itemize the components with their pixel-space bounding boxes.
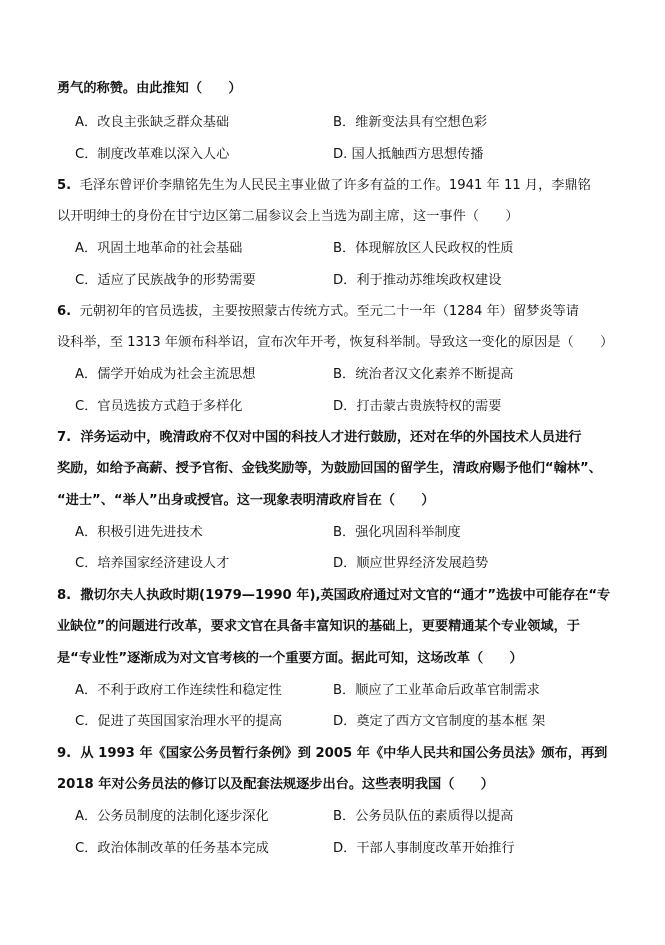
q7-option-b: B．强化巩固科举制度 <box>333 525 461 540</box>
question-9-line-2: 2018 年对公务员法的修订以及配套法规逐步出台。这些表明我国（ ） <box>57 777 494 792</box>
q9-option-d: D．干部人事制度改革开始推行 <box>333 841 515 856</box>
question-7-line-2: 奖励，如给予高薪、授予官衔、金钱奖励等，为鼓励回国的留学生，清政府赐予他们“翰林”、 <box>57 461 602 476</box>
q7-option-a: A．积极引进先进技术 <box>75 525 203 540</box>
question-number: 8. <box>57 588 72 603</box>
q5-option-a: A．巩固土地革命的社会基础 <box>75 241 243 256</box>
prev-option-a: A．改良主张缺乏群众基础 <box>75 115 230 130</box>
q6-option-a: A．儒学开始成为社会主流思想 <box>75 367 256 382</box>
question-8-line-2: 业缺位”的问题进行改革，要求文官在具备丰富知识的基础上，更要精通某个专业领域，于 <box>57 619 580 634</box>
q9-option-a: A．公务员制度的法制化逐步深化 <box>75 809 269 824</box>
question-5-line-2: 以开明绅士的身份在甘宁边区第二届参议会上当选为副主席，这一事件（ ） <box>57 209 519 224</box>
q9-option-b: B．公务员队伍的素质得以提高 <box>333 809 514 824</box>
q8-option-a: A．不利于政府工作连续性和稳定性 <box>75 683 282 698</box>
q8-option-b: B．顺应了工业革命后政革官制需求 <box>333 683 540 698</box>
question-9-line-1 <box>57 745 607 763</box>
q7-option-d: D．顺应世界经济发展趋势 <box>333 556 489 571</box>
question-text: 从 1993 年《国家公务员暂行条例》到 2005 年《中华人民共和国公务员法》颁布，再到 <box>80 746 608 761</box>
q7-option-c: C．培养国家经济建设人才 <box>75 556 230 571</box>
q5-option-b: B．体现解放区人民政权的性质 <box>333 241 514 256</box>
q6-option-b: B．统治者汉文化素养不断提高 <box>333 367 514 382</box>
q8-option-d: D．奠定了西方文官制度的基本框 架 <box>333 714 546 729</box>
prev-option-d: D. 国人抵触西方思想传播 <box>333 147 484 162</box>
prev-option-c: C．制度改革难以深入人心 <box>75 147 230 162</box>
question-text: 元朝初年的官员选拔，主要按照蒙古传统方式。至元二十一年（1284 年）留梦炎等请 <box>79 304 579 319</box>
question-number: 6. <box>57 304 72 319</box>
question-7-line-3: “进士”、“举人”出身或授官。这一现象表明清政府旨在（ ） <box>57 493 435 508</box>
q5-option-d: D．利于推动苏维埃政权建设 <box>333 273 502 288</box>
q6-option-d: D．打击蒙古贵族特权的需要 <box>333 399 502 414</box>
prev-option-b: B．维新变法具有空想色彩 <box>333 115 488 130</box>
question-6-line-2: 设科举，至 1313 年颁布科举诏，宣布次年开考，恢复科举制。导致这一变化的原因是（ ） <box>57 335 614 350</box>
question-5-line-1 <box>57 177 591 195</box>
question-text: 洋务运动中，晚清政府不仅对中国的科技人才进行鼓励，还对在华的外国技术人员进行 <box>80 430 582 445</box>
question-text: 撒切尔夫人执政时期(1979—1990 年),英国政府通过对文官的“通才”选拔中可能存在“专 <box>80 588 611 603</box>
question-number: 7. <box>57 430 72 445</box>
q8-option-c: C．促进了英国国家治理水平的提高 <box>75 714 283 729</box>
q6-option-c: C．官员选拔方式趋于多样化 <box>75 399 243 414</box>
prev-question-line: 勇气的称赞。由此推知（ ） <box>57 81 242 96</box>
question-number: 5. <box>57 178 72 193</box>
q5-option-c: C．适应了民族战争的形势需要 <box>75 273 256 288</box>
question-7-line-1 <box>57 429 582 447</box>
question-6-line-1 <box>57 303 579 321</box>
question-8-line-1 <box>57 587 610 605</box>
question-8-line-3: 是“专业性”逐渐成为对文官考核的一个重要方面。据此可知，这场改革（ ） <box>57 651 523 666</box>
question-number: 9. <box>57 746 72 761</box>
question-text: 毛泽东曾评价李鼎铭先生为人民民主事业做了许多有益的工作。1941 年 11 月，李鼎铭 <box>79 178 591 193</box>
q9-option-c: C．政治体制改革的任务基本完成 <box>75 841 269 856</box>
